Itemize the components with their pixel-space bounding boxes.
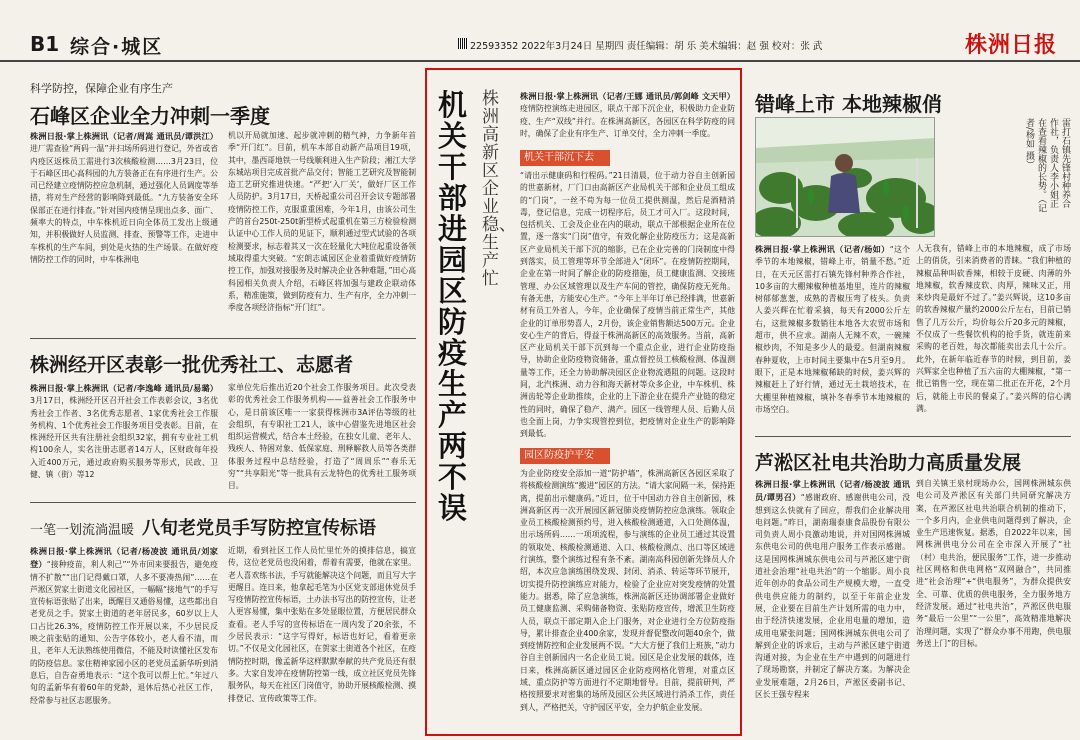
header-meta: 22593352 2022年3月24日 星期四 责任编辑：胡 乐 美术编辑：赵 强 校对：张 武 (470, 41, 823, 52)
lead-section1-text: “请出示健康码和行程码。”21日清晨，位于动力谷自主创新园的世嘉新材，厂门口由高新区产业局机关干部和企业员工组成的“门岗”，一丝不苟为每一位员工提供测温，然后是酒精消毒，登记信息，完成一切程序后，员工才可入厂。这段时间，包括机关、工会及企业在内的联动，联点干部根据企业所在位置，逐一落实“门岗”值守，有效化解企业防疫压力；这是高新区产业局机关干部下沉的缩影，已在企业完善的门岗制度中得到落实，员工管理等环节全部进入“闭环”。在疫情防控期间，企业在第一时间了解企业的防疫措施，员工健康监测、交接班管理、办公区域管理以及生产车间的管控，确保防疫无死角。有备无患，方能安心生产。“今年上半年订单已经排满，世嘉新材有员工外省人，今年，企业确保了疫情当前正常生产，其他企业的订单形势喜人，2月份，该企业销售额达500万元。企业安心生产的背后，得益于株洲高新区的高效服务。当前，高新区产业局机关干部下沉到每一个重点企业，进行企业防疫指导，协助企业防疫物资储备，重点督控员工核酸检测、体温测量等工作，还全力协助解决园区企业物流遇阻的问题。这段时间，北汽株洲、动力谷和海天新材等众多企业，中车株机、株洲齿轮等企业助推续，企业的上下游企业在提升产业链的稳定性的同时，确保了稳产、满产。园区一线管理人员、后勤人员也全面上岗，力争实现管控到位，把疫情对企业生产的影响降到最低。 (520, 171, 735, 439)
lead-section2-head: 园区防疫护平安 (520, 448, 610, 464)
article4-title: 错峰上市 本地辣椒俏 (755, 92, 942, 116)
article2-title: 株洲经开区表彰一批优秀社工、志愿者 (30, 354, 354, 376)
article1-title: 石峰区企业全力冲刺一季度 (30, 104, 270, 128)
section-name: 综合·城区 (70, 36, 164, 58)
article2-col1: 株洲日报·掌上株洲讯（记者/李逸峰 通讯员/易璐）3月17日，株洲经开区召开社会工作表彰会议，3名优秀社会工作者、3名优秀志愿者、1家优秀社会工作服务机构、1个优秀社会工作服务项目受表彰。目前，在株洲经开区共有注册社会组织32家，拥有专业社工机构100余人，实名注册志愿者14万人，区财政每年投入近400万元，通过政府购买服务等形式，民政、卫健、镇（街）等12 (30, 383, 218, 480)
pepper-farmer-photo (755, 117, 935, 237)
article1-kicker: 科学防控，保障企业有序生产 (30, 82, 173, 95)
article5-col2: 到自关镇王泉村现场办公，国网株洲城东供电公司及芦淞区有关部门共同研究解决方案，在芦淞区社电共治联合机制的推动下，一个多月内，企业供电问题得到了解决，企业生产迅速恢复。据悉，自2022年以来，国网株洲供电分公司在全市深入开展了“社（村）电共治，便民服务”工作，进一步推动社区网格和供电网格“双网融合”，共同推进“社会治理”+“供电服务”，为群众提供安全、可靠、优质的供电服务，全力服务地方经济发展。通过“社电共治”，芦淞区供电服务“最后一公里”“一公里”，高效精准地解决治理问题，实现了“群众办事不用跑，供电服务送上门”的目标。 (916, 479, 1071, 648)
article5-col1: 株洲日报·掌上株洲讯（记者/杨凌波 通讯员/谭男召）“感谢政府、感谢供电公司，没想到这么快就有了回应，帮我们企业解决用电问题。”昨日，湖南瑞泰康食品股份有限公司负责人周小良激动地说，并对国网株洲城东供电公司的供电用户服务工作表示感谢。这是国网株洲城东供电公司与芦淞区建宁街道社会治理“社电共治”的一个缩影。周小良近年创办的食品公司生产规模大增，一直受供电供应能力的制约，以至于年前企业发展，企业要在目前生产计划所需的电力中，由于经济快速发展，企业用电量的增加，造成用电紧张问题；国网株洲城东供电公司了解到企业的诉求后，主动与芦淞区建宁街道沟通对接，为企业在生产中遇到的问题进行了现场勘察，并制定了解决方案。为解决企业发展难题，2月26日，芦淞区委副书记、区长王强专程来 (755, 479, 910, 700)
article3-col1: 株洲日报·掌上株洲讯（记者/杨凌波 通讯员/刘家登）“接种疫苗，利人利己”“外市回来要报告，避免疫情不扩散”“出门记得戴口罩，人多不要凑热闹”……在芦淞区贺家土街道文化园社区，一幅幅“接地气”的手写宣传标语张贴了出来，既醒目又通俗易懂，这些都出自老党员之手。贺家土街道的老年居民多，60岁以上人口占比26.3%，疫情防控工作开展以来，不少居民反映之前张贴的通知、公告字体较小，老人看不清，而且，老年人无法熟练使用微信，不能及时读懂社区发布的防疫信息。家住精神家园小区的老党员孟新华听到消息后，自告奋勇地表示：“这个我可以帮上忙。”年过八旬的孟新华有着60年的党龄，退休后热心社区工作，经常参与社区志愿服务。 (30, 546, 218, 705)
article3-col2: 近期，看到社区工作人员忙里忙外的摸排信息，搞宣传，这位老党员也没闲着，帮着有需要，他就在家里。老人喜欢练书法，手写就能解决这个问题，而且写大字更醒目。连日来，他拿起毛笔为小区党支部退休党员手写疫情防控宣传标语，土办法书写出的防控宣传，让老人更容易懂，集中张贴在多处显眼位置，方便居民群众查看。老人手写的宣传标语在一周内发了20余张，不少居民表示：“这字写得好，标语也好记，看着更亲切。”不仅是文化园社区，在贺家土街道各个社区，在疫情防控时期，像孟新华这样默默奉献的共产党员还有很多。大家自发冲在疫情防控第一线，成立社区党员先锋服务队，每天在社区门岗值守，协助开展核酸检测、摸排登记、宣传政策等工作。 (228, 546, 416, 703)
article1-col2: 机以开局就加速、起步就冲刺的精气神，力争新年首季“开门红”。目前，机车本部自动新产品项目19项，其中，墨西哥地铁一号线顺利进入生产阶段；湘江大学东城站项目完成首批产品交付；智能工艺研究及智能制造工艺研究推进快速。“严把‘入厂关’，做好厂区工作人员防护。3月17日，天桥起重公司召开会议专题部署疫情防控工作，克服重重困难，今年1月，由该公司生产的首台250t-250t新型桥式起重机在第三方检验检测认证中心工作人员的见证下，顺利通过型式试验的各项检测要求，标志着其又一次在轻量化大吨位起重设备领域取得重大突破。“宏朗志诚园区企业着重做好疫情防控工作，加强对接服务及时解决企业各种难题，”田心高科园相关负责人介绍，石峰区将加强与建政企联动体系，精准施策，做到防疫有力、生产有序，全力冲刺一季度各项经济指标“开门红”。 (228, 131, 416, 313)
article5-title: 芦淞区社电共治助力高质量发展 (755, 452, 1022, 474)
article1-col1: 株洲日报·掌上株洲讯（记者/周嵩 通讯员/谭洪江）进厂需查验“两码一温”并扫场所码进行登记，外省或省内疫区返株员工需进行3次核酸检测……3月23日，位于石峰区田心高科园的九方装备正在有序进行生产。公司已经建立疫情防控应急机制，通过强化人员调度等举措，将对生产经营的影响降到最低。“九方装备安全环保部正在进行排查。”针对国内疫情呈现出点多、面广、频率大的特点，中车株机近日向全体员工发出上级通知，并积极做好人员监测、排查、预警等工作，走进中车株机的生产车间，到处是火热的生产场景。在做好疫情防控工作的同时，中车株洲电 (30, 131, 218, 264)
photo-caption: 雷打石镇先锋村种养合作社，负责人李小姐正在查看辣椒的长势。（记者/杨如 摄） (1024, 118, 1070, 213)
page-number: B1 (30, 32, 60, 56)
article4-col1: 株洲日报·掌上株洲讯（记者/杨如）“这个季节的本地辣椒，错峰上市，销量不愁。”近日，在天元区雷打石镇先锋村种养合作社，10多亩的大棚辣椒种植基地里，连片的辣椒树郁郁葱葱，成熟的青椒压弯了枝头。负责人姜兴辉在忙着采摘，每天有2000公斤左右，这批辣椒多数销往本地各大农贸市场和超市，供不应求。湖南人无辣不欢，一碗辣椒炒肉，不知是多少人的最爱。但湖南辣椒春种夏收，上市时间主要集中在5月至9月。眼下，正是本地辣椒稀缺的时候，姜兴辉的辣椒赶上了好行情，通过无土栽培技术，在大棚里种植辣椒，填补冬春季节本地辣椒的市场空白。 (755, 244, 910, 414)
divider (30, 338, 416, 339)
lead-intro: 株洲日报·掌上株洲讯（记者/王娜 通讯员/郭剑峰 文天甲）疫情防控演练走进园区，联点干部下沉企业，积极助力企业防疫、生产“双线”并行。在株洲高新区，各园区在科学防疫的同时，确保了企业有序生产、订单交付，全力冲刺一季度。 (520, 91, 735, 138)
lead-title: 机关干部进园区 防疫生产两不误 (438, 88, 468, 525)
barcode-icon (458, 38, 468, 49)
newspaper-logo: 株洲日报 (965, 32, 1058, 58)
lead-section2-text: 为企业防疫安全添加一道“防护墙”，株洲高新区各园区采取了将核酸检测演练“搬进”园区的方法。“请大家间隔一米，保持距离，提前出示健康码。”近日，位于中国动力谷自主创新园，株洲高新区再一次开展园区新冠肺炎疫情防控应急演练。领取企业员工核酸检测预约号，进入核酸检测通道，入口处测体温，出示场所码……一项项流程，参与演练的企业员工通过其设置的领取处、核酸检测通道、入口、核酸检测点、出口等区域进行演练，整个演练过程有条不紊。湖南高科园创新先锋员人介绍，本次应急演练围绕发现、封闭、消杀、转运等环节展开，切实提升防控演练应对能力，检验了企业应对突发疫情的处置能力。据悉，除了应急演练，株洲高新区还协调部署企业做好员工健康监测、采购储备物资、张贴防疫宣传，增派卫生防疫人员，联点干部定期入企上门服务，对企业进行全方位防疫指导，累计排查企业400余家，发现并督促整改问题40余个，做到疫情防控和企业发展两不误。“大大方便了我们上班族，”动力谷自主创新园内一名企业员工说。园区是企业发展的载体，连日来，株洲高新区通过园区企业防疫网格化管理，对重点区域、重点防护等方面进行不定期地督导。目前，提前研判，严格按照要求对密集的场所及园区公共区域进行消杀工作，责任到人，严格把关，守护园区平安，全力护航企业发展。 (520, 469, 735, 712)
lead-section1-head: 机关干部沉下去 (520, 150, 610, 166)
lead-subtitle: 株洲高新区企业稳、生产忙 (482, 89, 516, 289)
article3-heading: 一笔一划流淌温暖 八旬老党员手写防控宣传标语 (30, 518, 377, 539)
divider (755, 436, 1071, 437)
article4-col2: 人无我有，错峰上市的本地辣椒，成了市场上的俏货，引来消费者的青睐。“我们种植的辣椒品种叫砍香辣，相较于皮硬、肉薄的外地辣椒，软香辣皮软、肉厚，辣味又正，用来炒肉是最好不过了。”姜兴辉说，这10多亩的软香辣椒产量约2000公斤左右，目前已销售了几万公斤，均价每公斤20多元的辣椒，不仅成了一些餐饮机构的抢手货，就连前来采购的老百姓，每次都能卖出去几十公斤。此外，在新年临近春节的时候，到目前，姜兴辉家全也种植了五六亩的大棚辣椒，“第一批已销售一空，现在第二批正在开花，2个月后，就能上市民的餐桌了。”姜兴辉的信心满满。 (916, 244, 1071, 413)
article2-col2: 家单位先后推出近20个社会工作服务项目。此次受表彰的优秀社会工作服务机构——益善社会工作服务中心，是日前该区唯一一家获得株洲市3A评估等级的社会组织，有专职社工21人，该中心借鉴先进地区社会组织运营模式，结合本土经验，在独女儿童、老年人、残疾人、特困对象、低保家庭、刑释解救人员等各类群体服务过程中总结经验，打造了“周周乐”“春乐无穷”“共享阳光”等一批具有云龙特色的优秀社工服务项目。 (228, 383, 416, 491)
divider (30, 502, 416, 503)
